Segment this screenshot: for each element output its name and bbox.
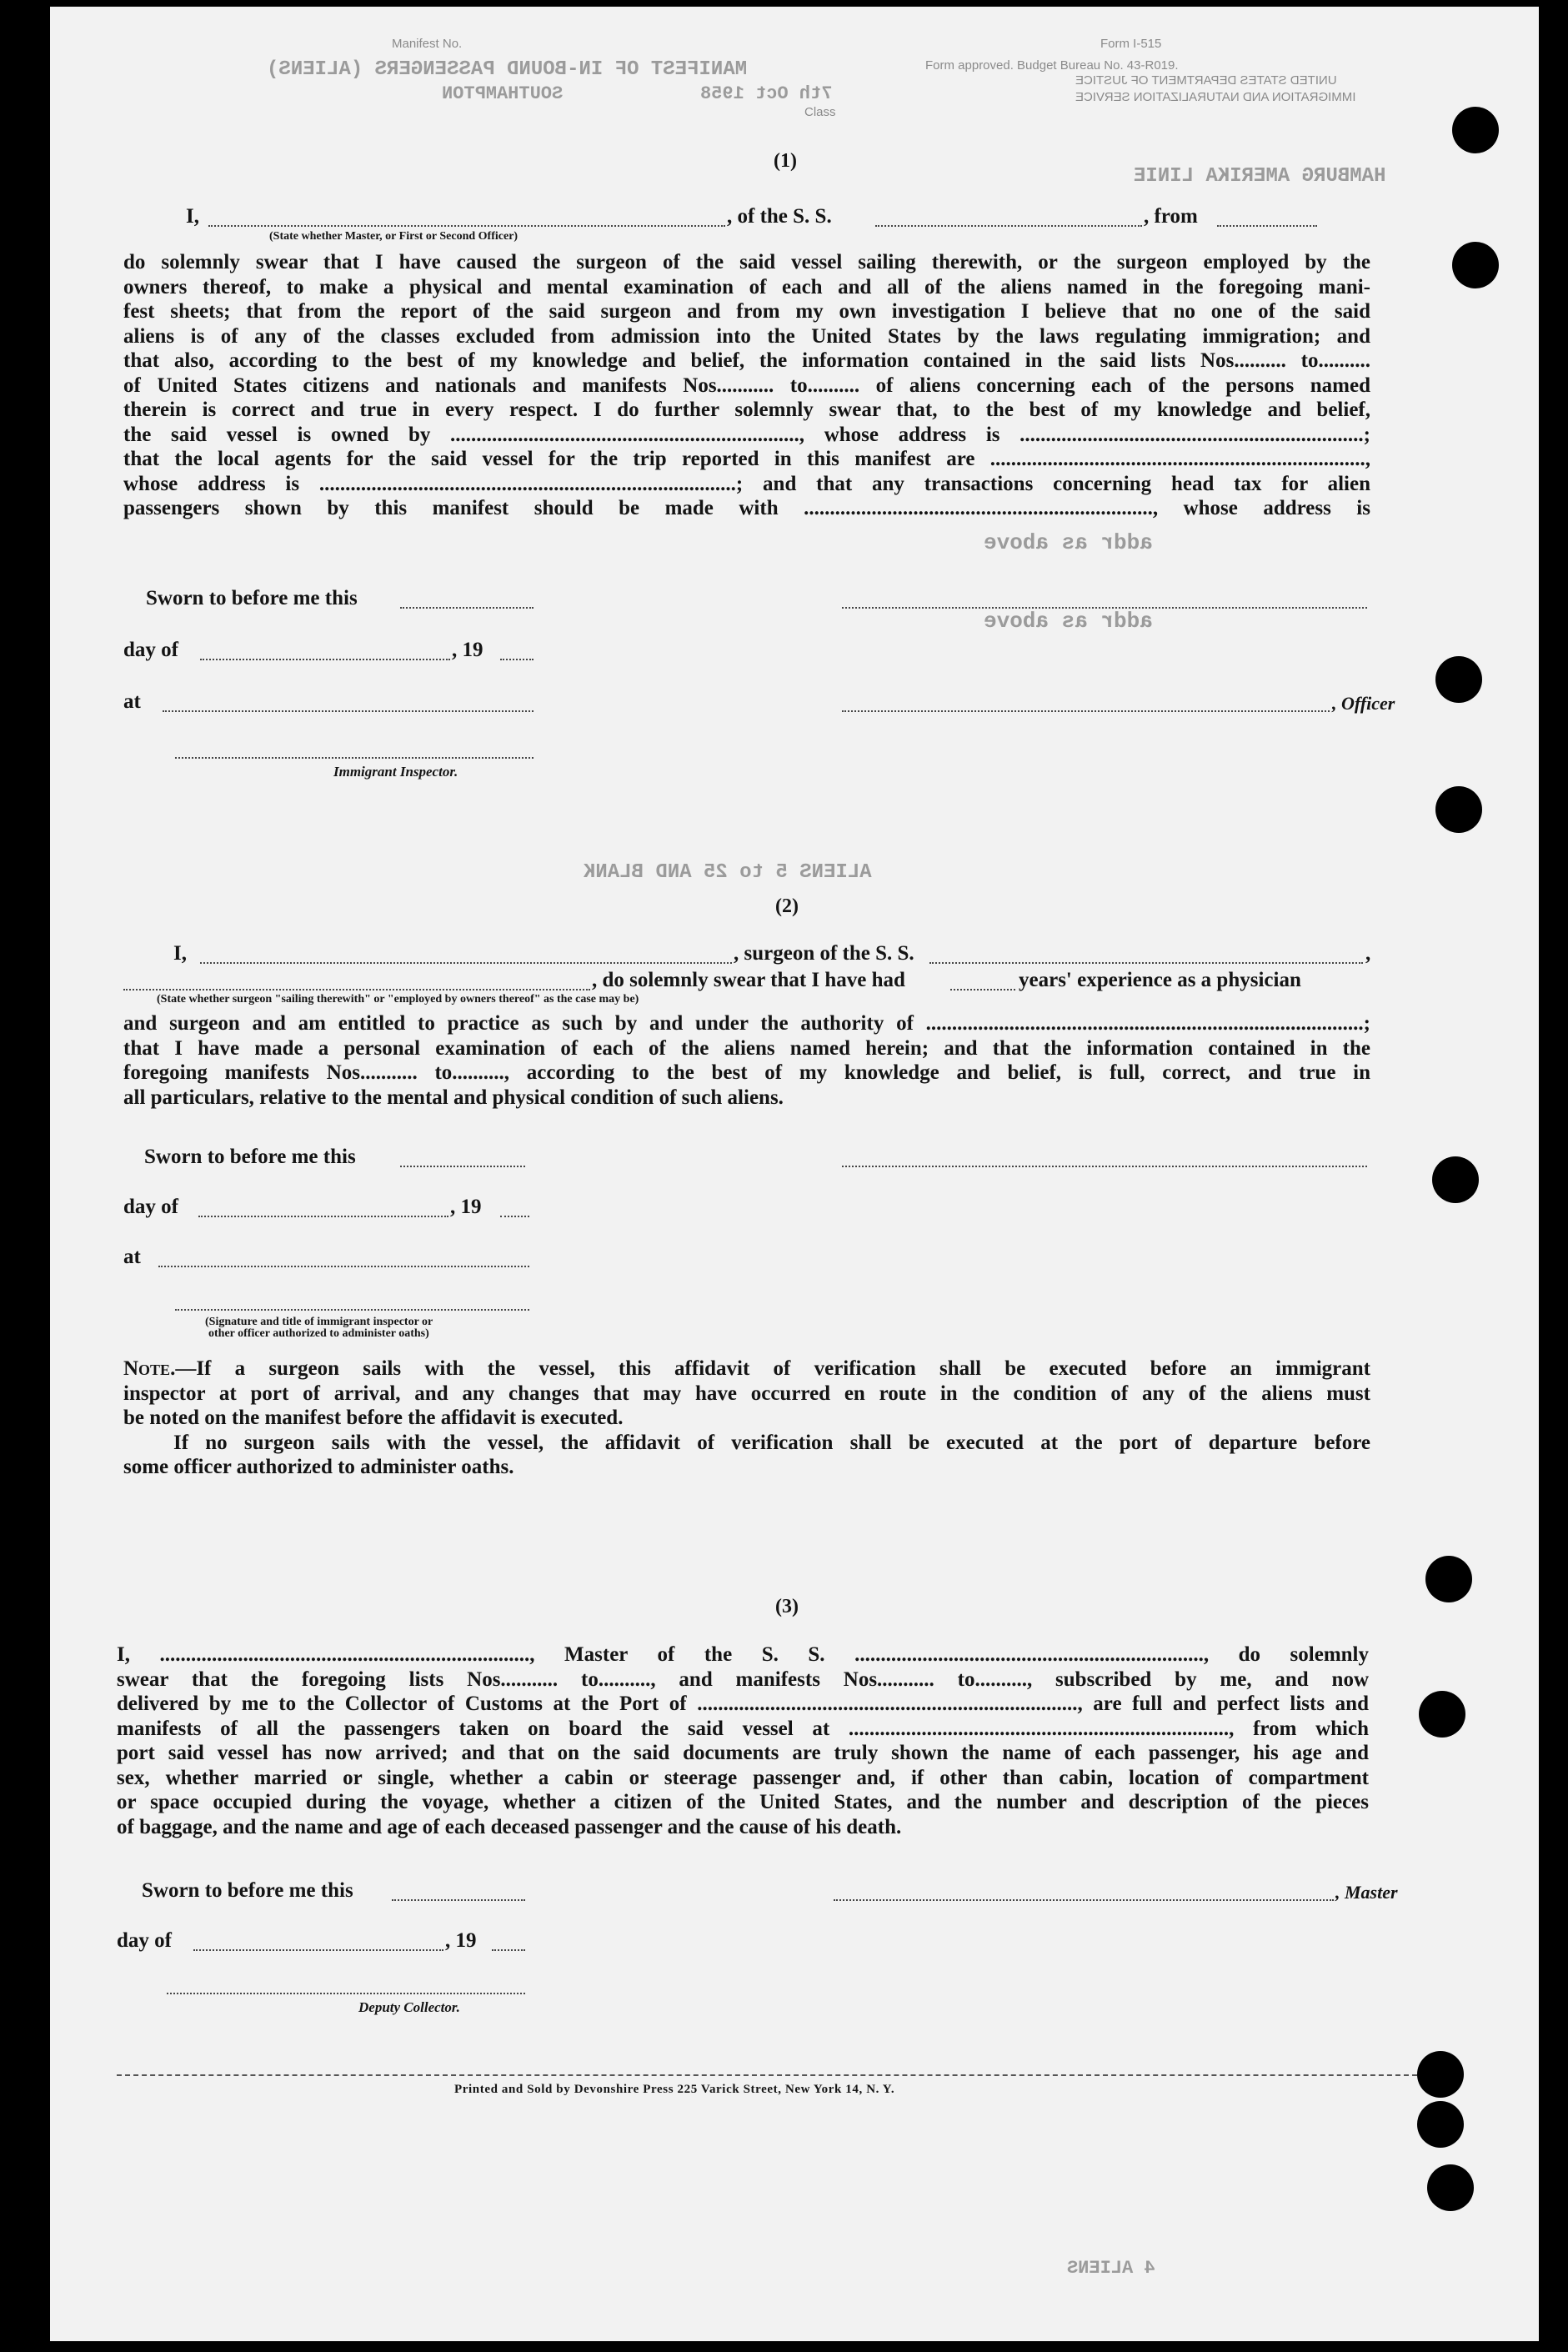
s2-sig-hint-2: other officer authorized to administer oaths) <box>208 1327 429 1340</box>
s1-day-of-label: day of <box>123 639 178 661</box>
s2-surgeon-of-label: , surgeon of the S. S. <box>734 942 914 965</box>
s1-of-ss-label: , of the S. S. <box>727 205 832 228</box>
section-2-note <box>123 1357 1370 1480</box>
s2-years-label: years' experience as a physician <box>1019 969 1301 991</box>
section-2-oath-text <box>123 1011 1370 1110</box>
s1-at-label: at <box>123 690 141 713</box>
s3-line: or space occupied during the voyage, whether a citizen of the United States, and the number and description of the pieces <box>117 1791 1369 1813</box>
s2-year-field[interactable] <box>500 1216 529 1217</box>
note-label: Note. <box>123 1357 176 1380</box>
s1-line: the said vessel is owned by ..................................................................., whose address is ..................................................................; <box>123 423 1370 446</box>
s3-sworn-field[interactable] <box>392 1899 525 1901</box>
s2-line: all particulars, relative to the mental and physical condition of such aliens. <box>123 1086 784 1109</box>
s2-at-label: at <box>123 1246 141 1268</box>
ship-name-field[interactable] <box>875 225 1142 227</box>
manifest-no-label: Manifest No. <box>392 37 463 51</box>
s2-at-field[interactable] <box>158 1266 529 1267</box>
form-number: Form I-515 <box>1100 37 1162 51</box>
officer-name-field[interactable] <box>208 225 725 227</box>
section-3-number: (3) <box>775 1596 799 1617</box>
s2-line: that I have made a personal examination of each of the aliens named herein; and that the information contained in the <box>123 1036 1370 1060</box>
s1-year-field[interactable] <box>500 659 534 660</box>
s1-line: that the local agents for the said vessel for the trip reported in this manifest are ........................................................................, <box>123 448 1370 470</box>
s1-sworn-field[interactable] <box>400 607 534 609</box>
punch-hole <box>1417 2101 1464 2148</box>
s1-line: therein is correct and true in every respect. I do further solemnly swear that, to the best of my knowledge and belief, <box>123 399 1370 421</box>
service-label: IMMIGRATION AND NATURALIZATION SERVICE <box>1075 90 1356 104</box>
s2-day-of-label: day of <box>123 1196 178 1218</box>
s1-line: whose address is ................................................................................; and that any transactions concerning head tax for alien <box>123 472 1370 495</box>
s2-surgeon-hint: (State whether surgeon "sailing therewith" or "employed by owners thereof" as the case may be) <box>157 993 639 1005</box>
s3-line: delivered by me to the Collector of Customs at the Port of ........................................................................., are full and perfect lists and <box>117 1693 1369 1715</box>
s2-comma: , <box>1365 942 1371 965</box>
note-line: be noted on the manifest before the affidavit is executed. <box>123 1407 624 1429</box>
s2-sworn-label: Sworn to before me this <box>144 1146 356 1168</box>
s1-line: passengers shown by this manifest should be made with ..................................................................., whose address is <box>123 497 1370 519</box>
s2-surgeon-name-field[interactable] <box>200 962 732 964</box>
officer-hint: (State whether Master, or First or Second Officer) <box>269 230 518 243</box>
note-line: inspector at port of arrival, and any changes that may have occurred en route in the condition of any of the aliens must <box>123 1382 1370 1405</box>
s1-day-field[interactable] <box>200 659 450 660</box>
note-line <box>123 1357 1370 1382</box>
punch-hole <box>1427 2164 1474 2211</box>
section-3-oath-text <box>117 1642 1369 1839</box>
s3-day-field[interactable] <box>193 1949 443 1951</box>
s1-i-label: I, <box>186 205 199 228</box>
s2-line: foregoing manifests Nos........... to.........., according to the best of my knowledge and belief, is full, correct, and true in <box>123 1061 1370 1084</box>
s1-officer-label: , Officer <box>1332 693 1395 714</box>
s3-line: port said vessel has now arrived; and that on the said documents are truly shown the name of each passenger, his age and <box>117 1742 1369 1764</box>
s2-surgeon-signature-field[interactable] <box>842 1166 1367 1167</box>
punch-hole <box>1435 656 1482 703</box>
date-ghost: 7th Oct 1958 <box>700 83 833 104</box>
s2-sig-hint-1: (Signature and title of immigrant inspector or <box>205 1316 433 1328</box>
s1-year-label: , 19 <box>452 639 483 661</box>
aliens-stamp-ghost: ALIENS 5 to 25 AND BLANK <box>584 861 872 884</box>
port-ghost: SOUTHAMPTON <box>442 83 564 104</box>
s1-inspector-signature-field[interactable] <box>175 757 534 759</box>
s3-day-of-label: day of <box>117 1929 172 1952</box>
section-1-oath-text <box>123 250 1370 521</box>
punch-hole <box>1432 1156 1479 1203</box>
s1-officer-signature-field[interactable] <box>842 607 1367 609</box>
from-port-field[interactable] <box>1217 225 1317 227</box>
punch-hole <box>1417 2051 1464 2098</box>
manifest-title-ghost: MANIFEST OF IN-BOUND PASSENGERS (ALIENS) <box>267 58 748 81</box>
s3-sworn-label: Sworn to before me this <box>142 1879 353 1902</box>
s1-line: of United States citizens and nationals and manifests Nos........... to.......... of aliens concerning each of the persons named <box>123 374 1370 397</box>
note2-line: If no surgeon sails with the vessel, the affidavit of verification shall be executed at the port of departure before <box>173 1431 1370 1454</box>
department-label: UNITED STATES DEPARTMENT OF JUSTICE <box>1075 73 1337 88</box>
punch-hole <box>1435 786 1482 833</box>
punch-hole <box>1419 1691 1465 1738</box>
s2-years-field[interactable] <box>950 989 1015 990</box>
s2-inspector-signature-field[interactable] <box>175 1309 529 1311</box>
punch-hole <box>1452 107 1499 153</box>
section-1-number: (1) <box>774 150 797 172</box>
budget-label: Form approved. Budget Bureau No. 43-R019. <box>925 58 1179 73</box>
bottom-stamp-ghost: 4 ALIENS <box>1067 2258 1155 2279</box>
dept-stamp-ghost: HAMBURG AMERIKA LINIE <box>1134 165 1386 188</box>
s3-year-label: , 19 <box>445 1929 477 1952</box>
punch-hole <box>1425 1556 1472 1602</box>
s3-line: sex, whether married or single, whether a cabin or steerage passenger and, if other than cabin, location of compartment <box>117 1766 1369 1789</box>
s3-line: I, ......................................................................., Master of the S. S. ..................................................................., do solemnly <box>117 1643 1369 1666</box>
section-2-number: (2) <box>775 895 799 917</box>
note2-line: some officer authorized to administer oaths. <box>123 1456 514 1478</box>
s3-master-signature-field[interactable] <box>834 1899 1334 1901</box>
s1-at-field[interactable] <box>163 710 534 712</box>
s1-line: do solemnly swear that I have caused the surgeon of the said vessel sailing therewith, or the surgeon employed by the <box>123 251 1370 273</box>
s2-do-swear-label: , do solemnly swear that I have had <box>592 969 905 991</box>
overprint-address-1: addr as above <box>984 530 1153 555</box>
s3-collector-signature-field[interactable] <box>167 1993 525 1994</box>
s2-line: and surgeon and am entitled to practice as such by and under the authority of ....................................................................................; <box>123 1012 1370 1035</box>
s1-from-label: , from <box>1144 205 1198 228</box>
overprint-address-2: addr as above <box>984 609 1153 634</box>
s1-line: owners thereof, to make a physical and mental examination of each and all of the aliens named in the foregoing mani- <box>123 275 1370 298</box>
s3-line: of baggage, and the name and age of each deceased passenger and the cause of his death. <box>117 1815 902 1838</box>
s3-collector-label: Deputy Collector. <box>358 1999 460 2015</box>
manifest-page <box>50 7 1539 2341</box>
s2-i-label: I, <box>173 942 187 965</box>
s2-sailing-field[interactable] <box>123 989 590 990</box>
s3-master-label: , Master <box>1335 1882 1398 1903</box>
printer-imprint: Printed and Sold by Devonshire Press 225 Varick Street, New York 14, N. Y. <box>454 2083 895 2096</box>
s1-line: aliens is of any of the classes excluded from admission into the United States by the laws regulating immigration; and <box>123 324 1370 348</box>
s1-inspector-label: Immigrant Inspector. <box>333 764 458 780</box>
s2-sworn-field[interactable] <box>400 1166 525 1167</box>
s3-year-field[interactable] <box>492 1949 525 1951</box>
s3-line: swear that the foregoing lists Nos........... to.........., and manifests Nos........... to.........., subscribed by me, and now <box>117 1667 1369 1691</box>
s2-year-label: , 19 <box>450 1196 482 1218</box>
s2-ship-name-field[interactable] <box>929 962 1363 964</box>
s1-line: that also, according to the best of my knowledge and belief, the information contained in the said lists Nos.......... to.......... <box>123 349 1370 372</box>
footer-rule <box>117 2074 1417 2076</box>
class-label: Class <box>804 105 836 119</box>
note-text: —If a surgeon sails with the vessel, this affidavit of verification shall be executed before an immigrant <box>175 1357 1370 1380</box>
punch-hole <box>1452 242 1499 288</box>
s1-sworn-label: Sworn to before me this <box>146 587 358 609</box>
s3-line: manifests of all the passengers taken on board the said vessel at ........................................................................., from which <box>117 1717 1369 1740</box>
s1-officer-title-field[interactable] <box>842 710 1330 712</box>
s2-day-field[interactable] <box>198 1216 448 1217</box>
s1-line: fest sheets; that from the report of the said surgeon and from my own investigation I believe that no one of the said <box>123 300 1370 323</box>
